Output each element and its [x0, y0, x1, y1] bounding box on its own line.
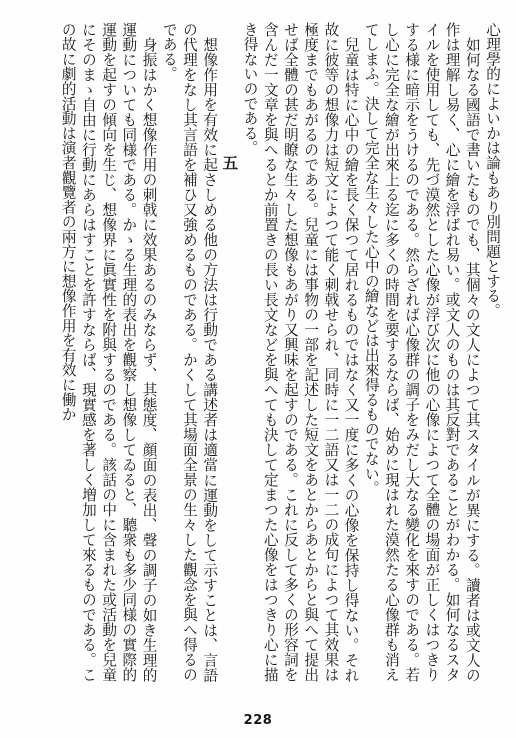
paragraph-gestures: 身振はかく想像作用の刺戟に效果あるのみならず、其態度、顔面の表出、聲の調子の如き生理的運動についても同様である。かゝる生理的表出を觀察し想像してゐると、聽衆も多少同様の實際的運動を起すの傾向を生じ、想像界に眞實性を附與するのである。該話の中に含まれた或活動を兒童にそのまゝ自由に行動にあらはすことを許すならば、現實感を著しく増加して來るものである。この故に劇的活動は演者觀覽者の兩方に想像作用を有效に働か: [59, 22, 158, 682]
paragraph-action-method: 想像作用を有效に起さしめる他の方法は行動である講述者は適當に運動をして示すことは、言語の代理をなし其言語を補ひ又強めるものである。かくして其場面全景の生々した觀念を與へ得るのである。: [160, 22, 219, 682]
vertical-text-body: [14, 22, 502, 682]
paragraph-opening-line: 心理學的によいかは論もあり別問題とする。: [484, 22, 501, 318]
page-number: 228: [243, 713, 273, 728]
paragraph-children-imagination: 兒童は特に心中の繪を長く保つて居れるものではなく又一度に多くの心像を保持し得ない。それ故に彼等の想像力は短文によつて能く刺戟せられ、同時に一二語又は一二の成句によつて其效果は極度までもあがるのである。兒童には事物の一部を記述した短文をあとからあとからと與へて提出せば全體の甚だ明瞭な生々した想像もあがり又興味を起すのである。これに反して多くの形容詞を含んだ一文章を與へるとか前置きの長い長文などを與へても決して定まつた心像をはつきり心に描き得ないのである。: [241, 22, 360, 682]
paragraph-style-of-writers: 如何なる國語で書いたものでも、其個々の文人によつて其スタイルが異にする。讀者は或文人の作は理解し易く、心に繪を浮ばれ易い。或文人のものは其反對であることがわかる。如何なるスタイルを使用しても、先づ漠然とした心像が浮び次に他の心像によつて全體の場面が正しくはつきりする様に暗示をうけるのである。然らざれば心像群の調子をみだし大なる變化を來すのである。若し心に完全な繪が出來上る迄に多くの時間を要するならば、始めに現はれた漠然たる心像群も消えてしまふ。決して完全な生々した心中の繪などは出來得るものでない。: [362, 22, 481, 682]
section-heading: 五: [220, 154, 240, 171]
